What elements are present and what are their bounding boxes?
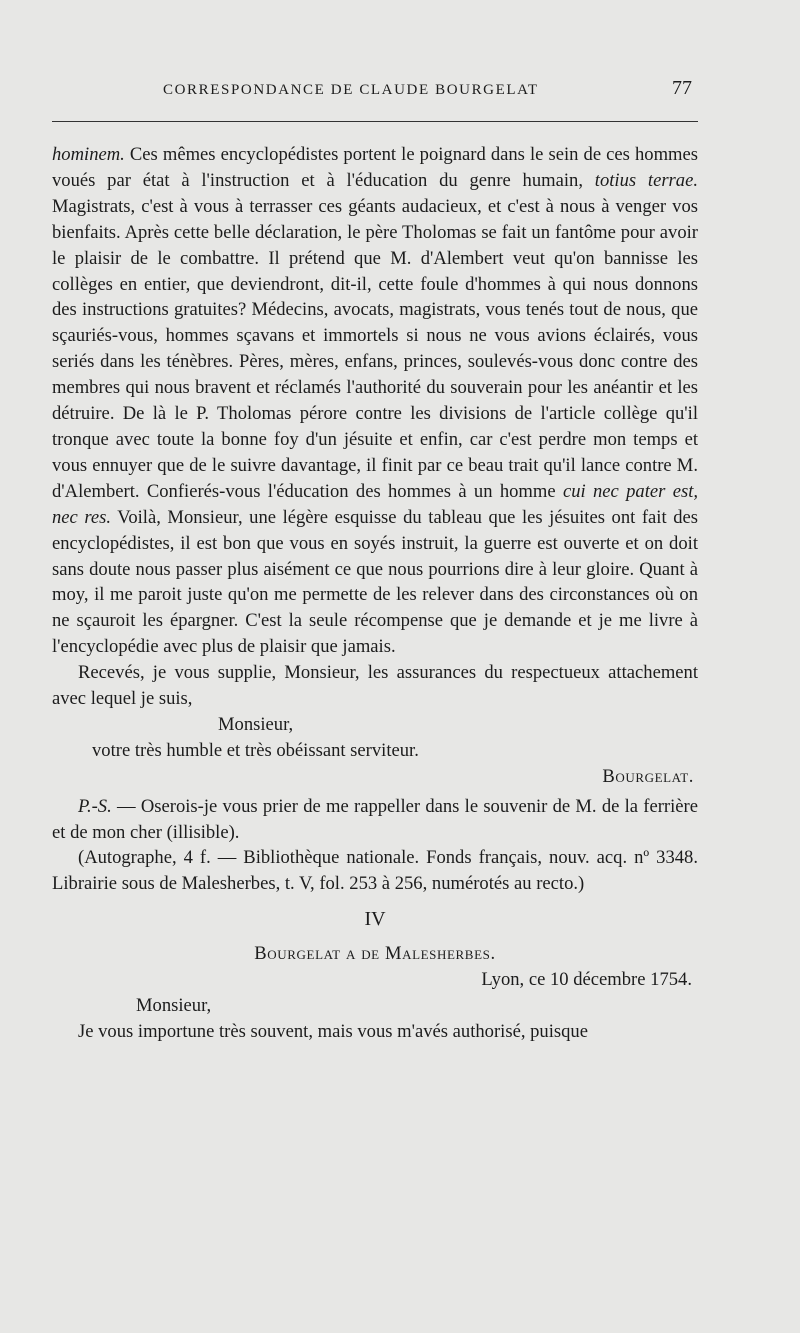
postscript-label: P.-S. — [78, 795, 112, 817]
letter-salutation: Monsieur, — [136, 995, 212, 1016]
letter-first-line: Je vous importune très souvent, mais vous m'avés authorisé, puisque — [78, 1020, 588, 1042]
source-note: (Autographe, 4 f. — Bibliothèque nationale. Fonds français, nouv. acq. nº 3348. Librairie sous de Malesherbes, t. V, fol. 253 à 256, numérotés au recto.) — [52, 847, 698, 895]
italic-phrase: totius terrae. — [594, 169, 698, 191]
letter-paragraph-1 — [52, 142, 698, 660]
letter-number: IV — [364, 908, 386, 931]
body-text — [52, 142, 698, 1045]
paragraph-text: Magistrats, c'est à vous à terrasser ces géants audacieux, et c'est à nous à venger vos bienfaits. Après cette belle déclaration, le père Tholomas se fait un fantôme pour avoir le plaisir de le combattre. Il prétend que M. d'Alembert veut qu'on bannisse les collèges en entier, que deviendront, dit-il, cette foule d'hommes à qui nous donnons des instructions gratuites? Médecins, avocats, magistrats, vous tenés tout de nous, que sçauriés-vous, hommes sçavans et immortels si nous ne vous avions éclairés, vous seriés dans les ténèbres. Pères, mères, enfans, princes, soulevés-vous donc contre des membres qui nous bravent et réclamés l'authorité du souverain pour les anéantir et les détruire. De là le P. Tholomas pérore contre les divisions de l'article collège qu'il tronque avec toute la bonne foy d'un jésuite et enfin, car c'est perdre mon temps et vous ennuyer que de le suivre davantage, il finit par ce beau trait qu'il lance contre M. d'Alembert. Confierés-vous l'éducation des hommes à un homme — [52, 195, 698, 502]
letter-paragraph-2: Recevés, je vous supplie, Monsieur, les assurances du respectueux attachement avec lequel je suis, — [52, 662, 698, 710]
italic-phrase: cui nec pater est, nec res. — [52, 480, 699, 528]
header-rule — [52, 121, 698, 122]
postscript — [52, 794, 698, 846]
paragraph-text: Voilà, Monsieur, une légère esquisse du tableau que les jésuites ont fait des encyclopédistes, il est bon que vous en soyés instruit, la guerre est ouverte et on doit sans doute nous passer plus aisément ce que nous pourrions dire à leur gloire. Quant à moy, il me paroit juste qu'on me permette de les relever dans des circonstances où on ne sçauroit les épargner. C'est la seule récompense que je demande et je me livre à l'encyclopédie avec plus de plaisir que jamais. — [52, 506, 698, 658]
signature: Bourgelat. — [602, 765, 694, 787]
paragraph-text: Ces mêmes encyclopédistes portent le poignard dans le sein de ces hommes voués par état à l'instruction et à l'éducation du genre humain, — [52, 144, 698, 191]
closing-formula: votre très humble et très obéissant serviteur. — [92, 739, 419, 761]
postscript-text: — Oserois-je vous prier de me rappeller dans le souvenir de M. de la ferrière et de mon cher (illisible). — [52, 795, 698, 843]
page-header — [0, 76, 800, 102]
letter-title: Bourgelat a de Malesherbes. — [254, 943, 496, 965]
closing-salutation: Monsieur, — [218, 713, 294, 735]
italic-phrase: hominem. — [52, 144, 125, 165]
running-title: CORRESPONDANCE DE CLAUDE BOURGELAT — [163, 82, 539, 98]
letter-date: Lyon, ce 10 décembre 1754. — [481, 969, 692, 991]
page-number: 77 — [672, 77, 692, 99]
